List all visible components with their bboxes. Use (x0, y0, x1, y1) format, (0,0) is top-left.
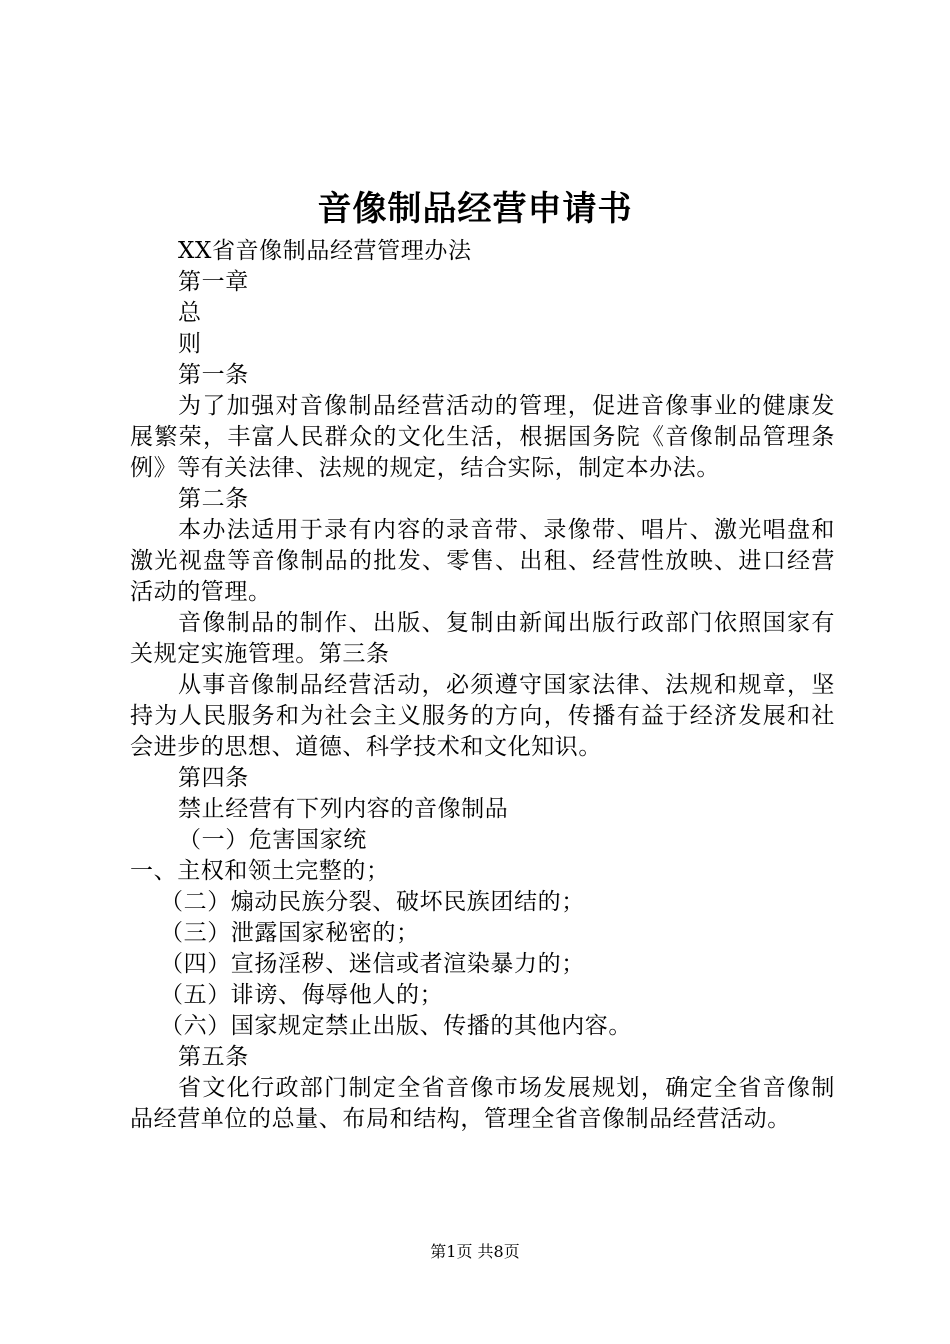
paragraph: 禁止经营有下列内容的音像制品 (178, 796, 509, 822)
paragraph: 一、主权和领土完整的； (130, 858, 390, 884)
paragraph: 第一条 (178, 362, 249, 388)
paragraph: XX省音像制品经营管理办法 (178, 238, 472, 264)
paragraph: （五）诽谤、侮辱他人的； (160, 982, 444, 1008)
paragraph: 第四条 (178, 765, 249, 791)
paragraph: 为了加强对音像制品经营活动的管理，促进音像事业的健康发展繁荣，丰富人民群众的文化生活，根据国务院《音像制品管理条例》等有关法律、法规的规定，结合实际，制定本办法。 (130, 393, 835, 481)
paragraph: （三）泄露国家秘密的； (160, 920, 420, 946)
document-title: 音像制品经营申请书 (317, 189, 633, 229)
paragraph: （二）煽动民族分裂、破坏民族团结的； (160, 889, 585, 915)
document-body (130, 236, 835, 1135)
paragraph: 则 (178, 331, 202, 357)
paragraph: （四）宣扬淫秽、迷信或者渲染暴力的； (160, 951, 585, 977)
paragraph: 音像制品的制作、出版、复制由新闻出版行政部门依照国家有关规定实施管理。第三条 (130, 610, 835, 667)
page-number: 第1页 共8页 (430, 1242, 520, 1261)
paragraph: 省文化行政部门制定全省音像市场发展规划，确定全省音像制品经营单位的总量、布局和结构，管理全省音像制品经营活动。 (130, 1075, 835, 1132)
paragraph: 第二条 (178, 486, 249, 512)
paragraph: 总 (178, 300, 202, 326)
paragraph: 第五条 (178, 1044, 249, 1070)
paragraph: 从事音像制品经营活动，必须遵守国家法律、法规和规章，坚持为人民服务和为社会主义服务的方向，传播有益于经济发展和社会进步的思想、道德、科学技术和文化知识。 (130, 672, 835, 760)
paragraph: 第一章 (178, 269, 249, 295)
paragraph: 本办法适用于录有内容的录音带、录像带、唱片、激光唱盘和激光视盘等音像制品的批发、零售、出租、经营性放映、进口经营活动的管理。 (130, 517, 835, 605)
paragraph: （六）国家规定禁止出版、传播的其他内容。 (160, 1013, 632, 1039)
paragraph: （一）危害国家统 (178, 827, 367, 853)
